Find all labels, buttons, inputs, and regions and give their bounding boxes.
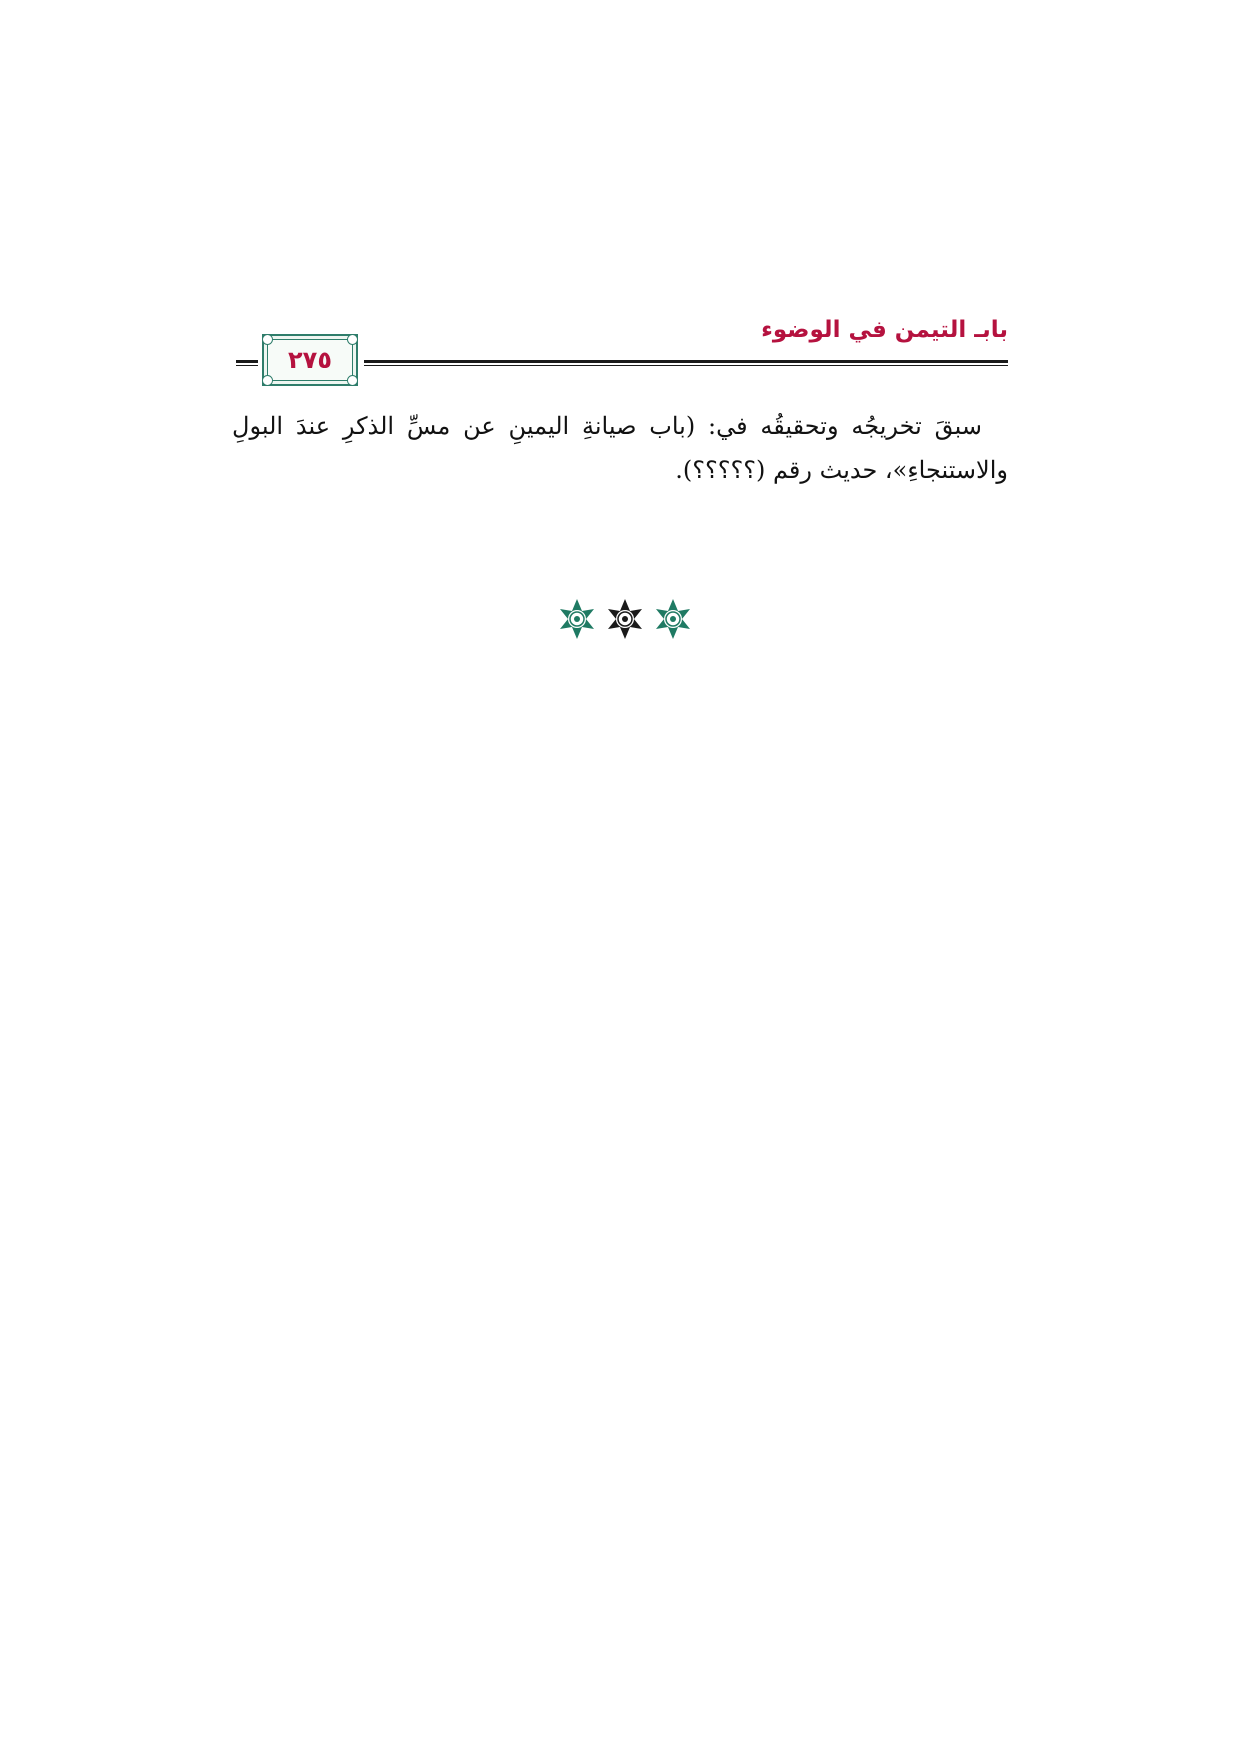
frame-corner-icon — [262, 375, 273, 386]
page-number: ٢٧٥ — [288, 346, 332, 374]
frame-corner-icon — [262, 334, 273, 345]
flower-star-icon — [651, 597, 695, 641]
body-line: والاستنجاءِ»، حديث رقم (؟؟؟؟؟). — [675, 456, 1008, 484]
frame-corner-icon — [347, 375, 358, 386]
header-rule-right — [364, 360, 1008, 366]
page-number-frame-inner — [267, 339, 353, 381]
body-text — [232, 404, 1008, 492]
body-line: سبقَ تخريجُه وتحقيقُه في: (باب صيانةِ اليمينِ عن مسِّ الذكرِ عندَ البولِ — [232, 412, 983, 440]
frame-corner-icon — [347, 334, 358, 345]
running-header — [236, 312, 1008, 388]
flower-star-icon — [555, 597, 599, 641]
chapter-title: بابـ التيمن في الوضوء — [761, 317, 1008, 343]
section-end-ornament — [555, 595, 695, 643]
header-rule-left — [236, 360, 258, 366]
flower-star-icon — [603, 597, 647, 641]
page-number-frame — [262, 334, 358, 386]
